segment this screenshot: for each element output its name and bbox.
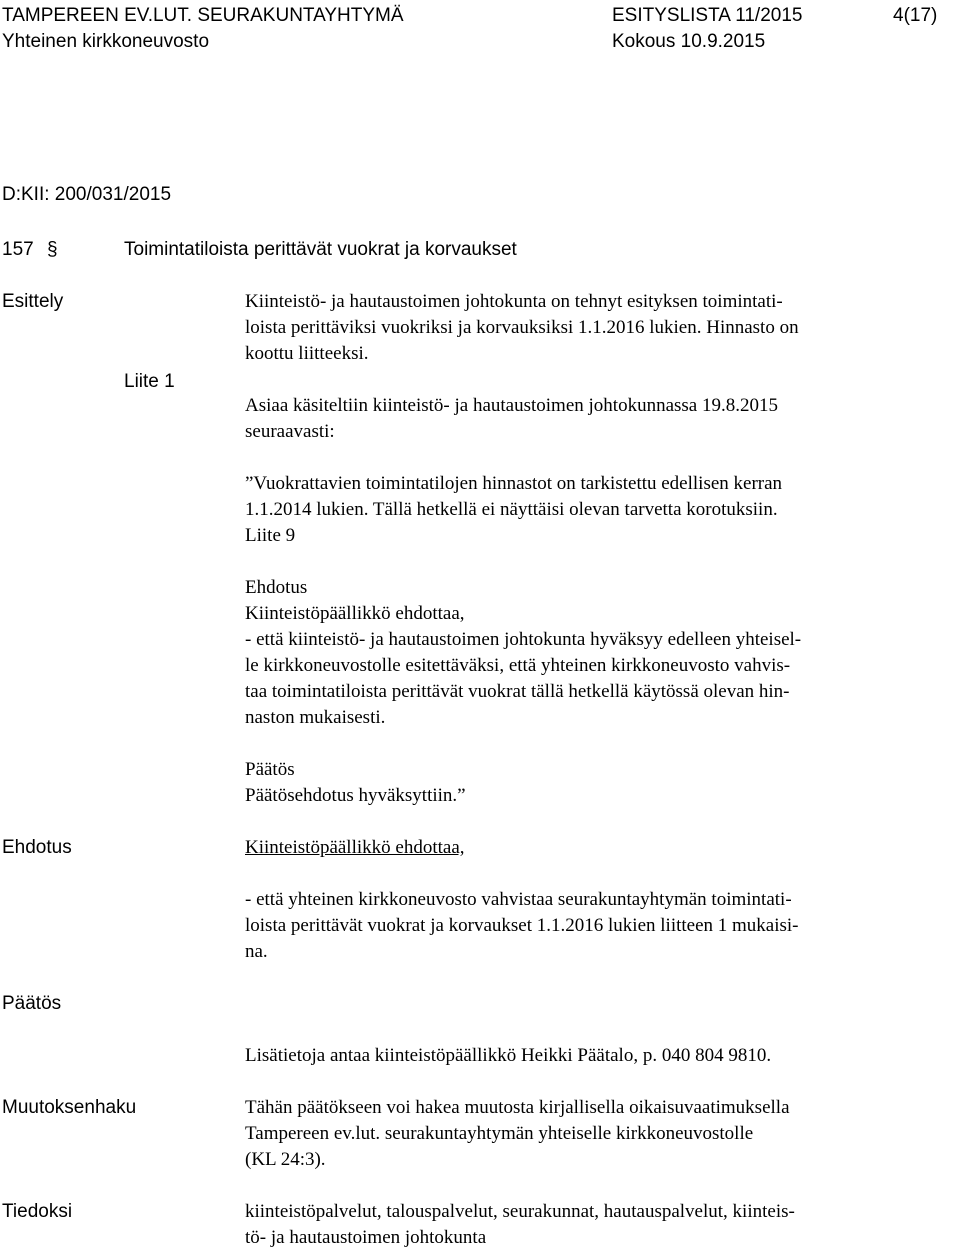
agenda-number: ESITYSLISTA 11/2015 xyxy=(612,5,803,26)
quote-paatos xyxy=(245,757,935,809)
text-line: loista perittävät vuokrat ja korvaukset 1.1.2016 lukien liitteen 1 mukaisi- xyxy=(245,915,799,936)
text-line: - että kiinteistö- ja hautaustoimen johtokunta hyväksyy edelleen yhteisel- xyxy=(245,629,802,650)
item-number: 157 xyxy=(2,239,34,260)
item-title: Toimintatiloista perittävät vuokrat ja korvaukset xyxy=(124,239,517,260)
label-ehdotus: Ehdotus xyxy=(2,837,72,858)
page-number: 4(17) xyxy=(893,5,938,26)
text-line: Tähän päätökseen voi hakea muutosta kirjallisella oikaisuvaatimuksella xyxy=(245,1097,790,1118)
meeting-date: Kokous 10.9.2015 xyxy=(612,31,766,52)
muutoksenhaku-paragraph xyxy=(245,1095,935,1173)
label-esittely: Esittely xyxy=(2,291,64,312)
org-name: TAMPEREEN EV.LUT. SEURAKUNTAYHTYMÄ xyxy=(2,5,404,26)
text-line: taa toimintatiloista perittävät vuokrat tällä hetkellä käytössä olevan hin- xyxy=(245,681,790,702)
text-line: 1.1.2014 lukien. Tällä hetkellä ei näyttäisi olevan tarvetta korotuksiin. xyxy=(245,499,778,520)
esittely-paragraph xyxy=(245,289,935,367)
label-tiedoksi: Tiedoksi xyxy=(2,1201,73,1222)
text-line: seuraavasti: xyxy=(245,421,335,442)
text-line: loista perittäviksi vuokriksi ja korvauksiksi 1.1.2016 lukien. Hinnasto on xyxy=(245,317,799,338)
subheading: Päätös xyxy=(245,759,295,780)
label-muutoksenhaku: Muutoksenhaku xyxy=(2,1097,137,1118)
text-line: na. xyxy=(245,941,268,962)
text-line: le kirkkoneuvostolle esitettäväksi, että yhteinen kirkkoneuvosto vahvis- xyxy=(245,655,791,676)
quote-ehdotus xyxy=(245,575,935,731)
ehdotus-heading-block xyxy=(245,835,935,861)
label-liite-1: Liite 1 xyxy=(124,371,175,392)
quote-paragraph xyxy=(245,471,935,549)
text-line: naston mukaisesti. xyxy=(245,707,386,728)
asiaa-paragraph xyxy=(245,393,935,445)
ehdotus-paragraph xyxy=(245,887,935,965)
text-line: - että yhteinen kirkkoneuvosto vahvistaa seurakuntayhtymän toimintati- xyxy=(245,889,792,910)
text-line: koottu liitteeksi. xyxy=(245,343,369,364)
text-line: Kiinteistö- ja hautaustoimen johtokunta on tehnyt esityksen toimintati- xyxy=(245,291,783,312)
text-line: Lisätietoja antaa kiinteistöpäällikkö Heikki Päätalo, p. 040 804 9810. xyxy=(245,1045,772,1066)
text-line: ”Vuokrattavien toimintatilojen hinnastot on tarkistettu edellisen kerran xyxy=(245,473,783,494)
diary-number: D:KII: 200/031/2015 xyxy=(2,184,172,205)
text-line: kiinteistöpalvelut, talouspalvelut, seurakunnat, hautauspalvelut, kiinteis- xyxy=(245,1201,795,1222)
tiedoksi-paragraph xyxy=(245,1199,935,1251)
lisatietoja-paragraph xyxy=(245,1043,935,1069)
text-line: Liite 9 xyxy=(245,525,296,546)
text-line: (KL 24:3). xyxy=(245,1149,326,1170)
label-paatos: Päätös xyxy=(2,993,62,1014)
text-line: tö- ja hautaustoimen johtokunta xyxy=(245,1227,487,1248)
text-line: Päätösehdotus hyväksyttiin.” xyxy=(245,785,466,806)
text-line: Asiaa käsiteltiin kiinteistö- ja hautaustoimen johtokunnassa 19.8.2015 xyxy=(245,395,778,416)
body-name: Yhteinen kirkkoneuvosto xyxy=(2,31,210,52)
subheading: Ehdotus xyxy=(245,577,308,598)
text-line: Tampereen ev.lut. seurakuntayhtymän yhteiselle kirkkoneuvostolle xyxy=(245,1123,754,1144)
text-line: Kiinteistöpäällikkö ehdottaa, xyxy=(245,603,465,624)
section-sign: § xyxy=(47,239,58,260)
ehdotus-heading: Kiinteistöpäällikkö ehdottaa, xyxy=(245,837,465,858)
